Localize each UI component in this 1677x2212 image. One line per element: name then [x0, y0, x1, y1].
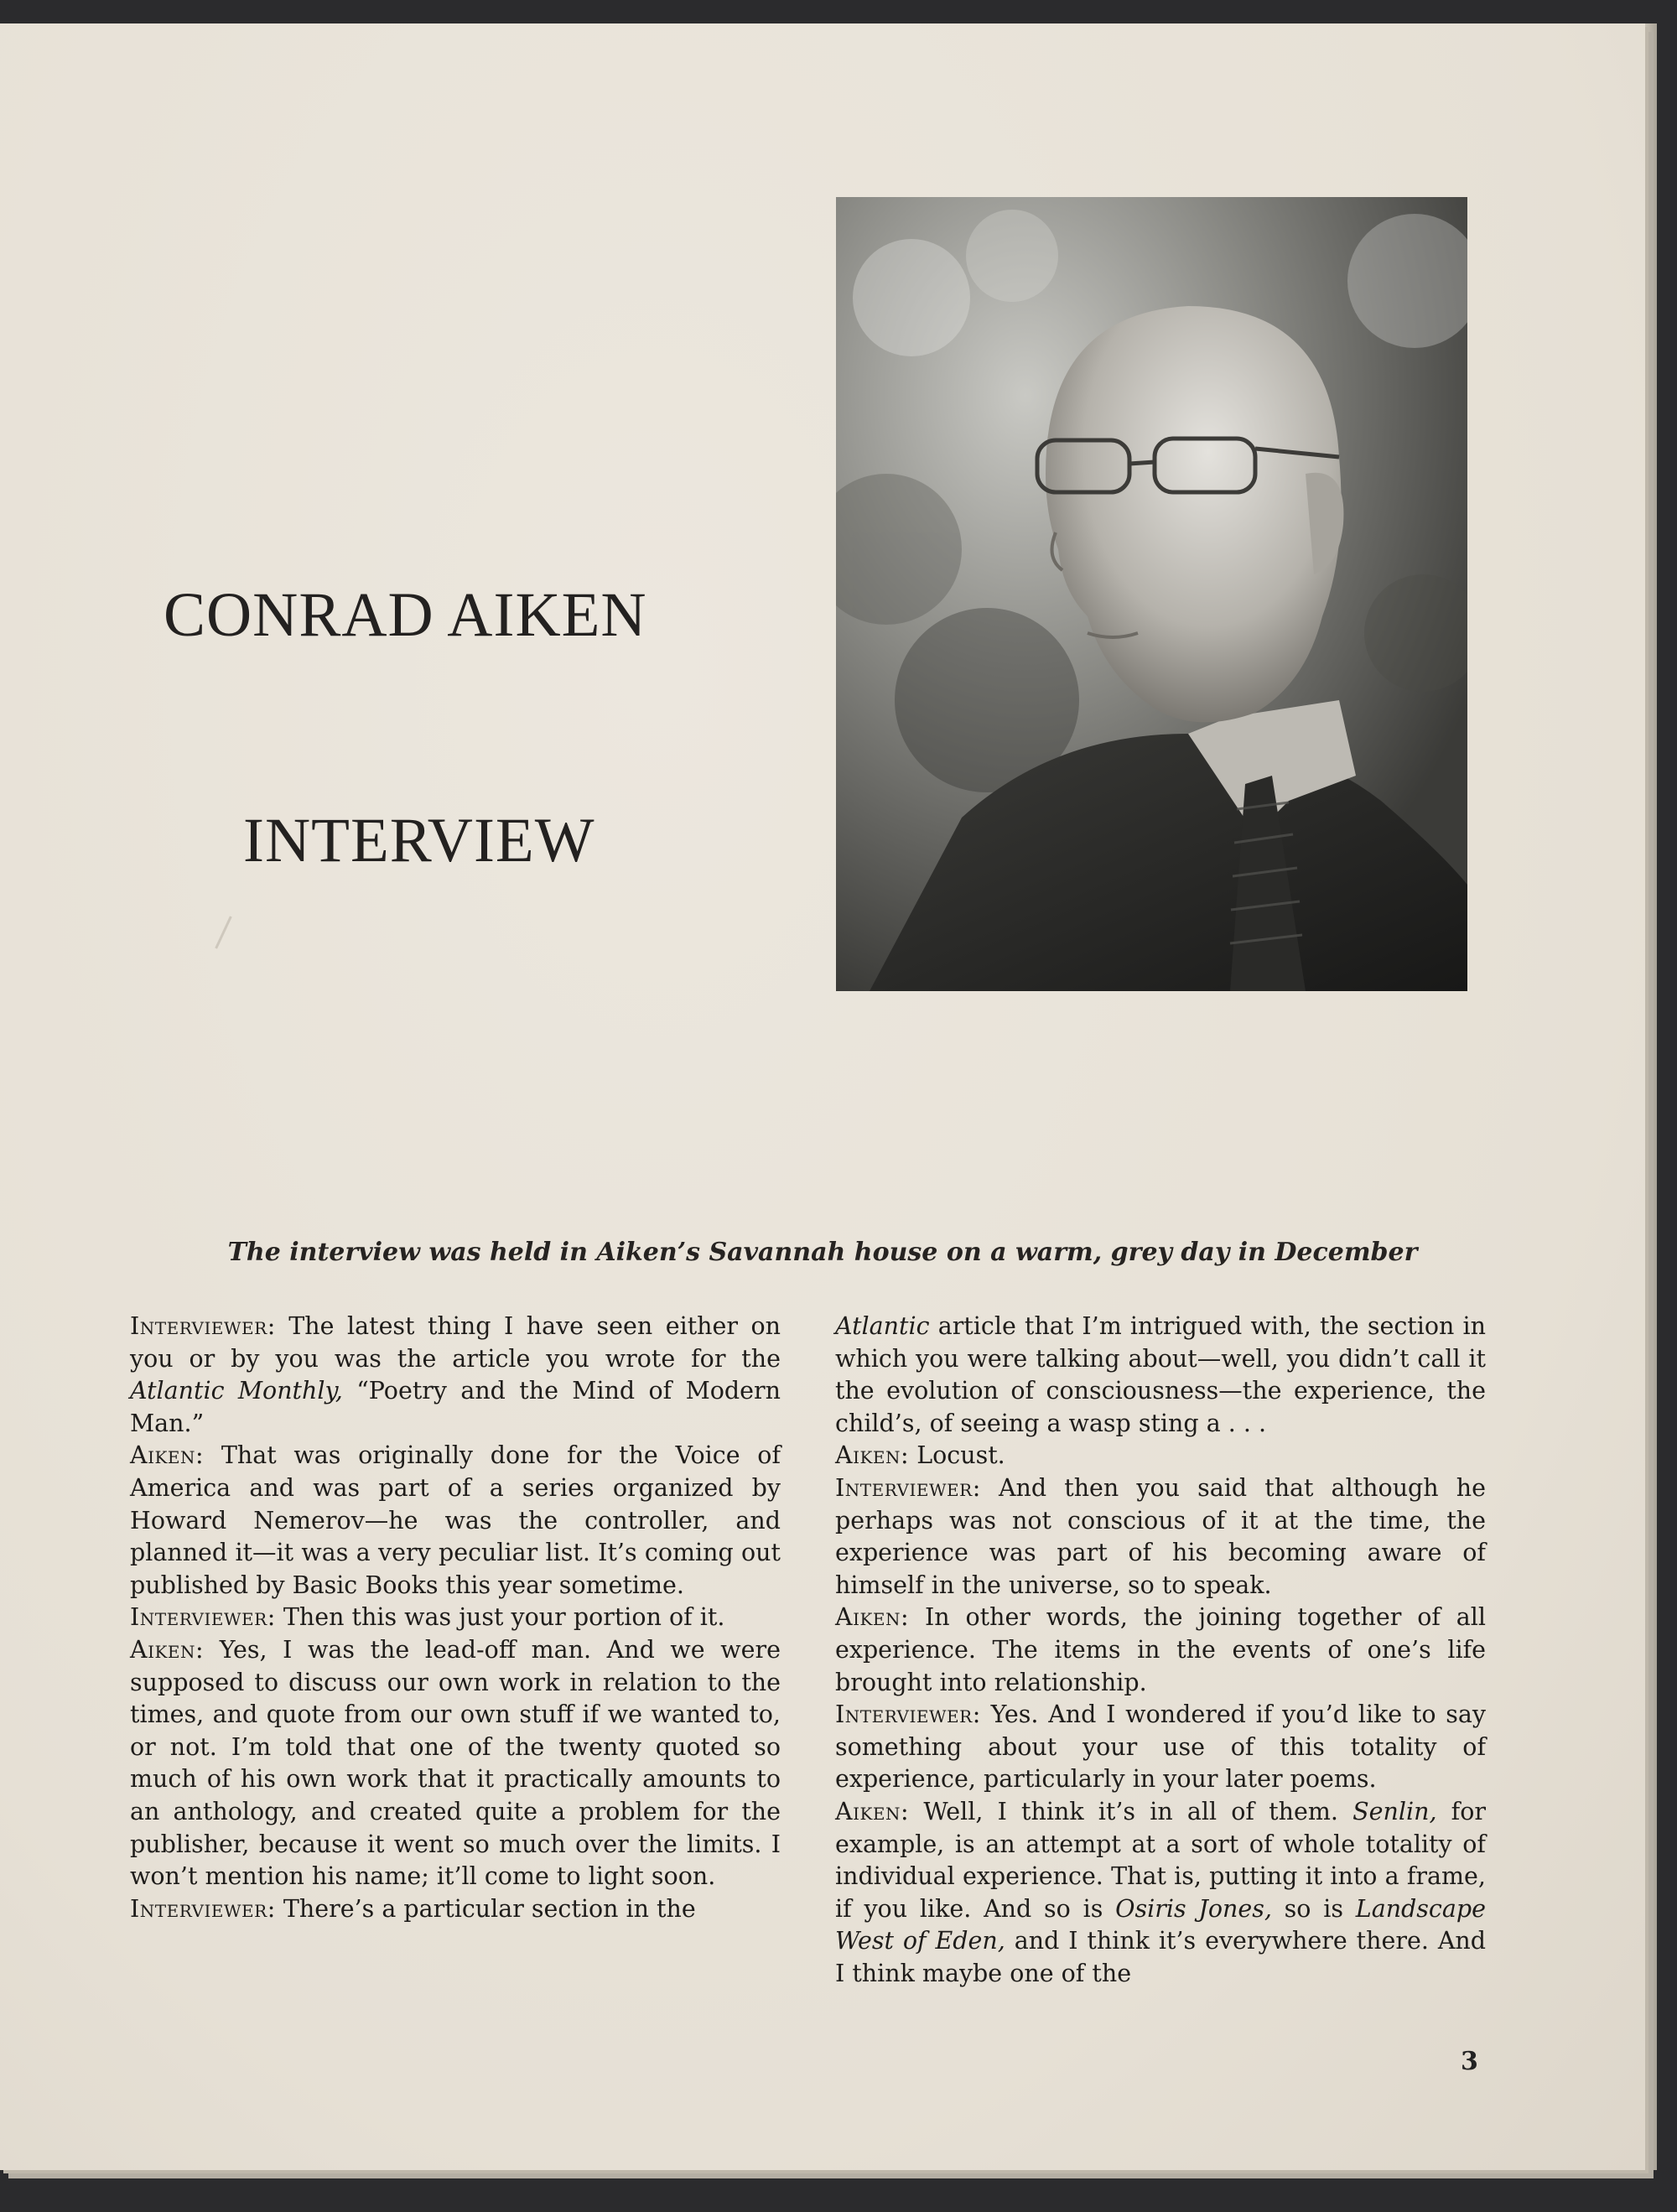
paragraph-text: Well, I think it’s in all of them. — [909, 1797, 1353, 1825]
speaker-label: Interviewer: — [130, 1603, 276, 1632]
paragraph-aiken — [130, 1634, 781, 1893]
paragraph-text: In other words, the joining together of all experience. The items in the events of one’s life brought into relationship. — [835, 1603, 1486, 1696]
poem-title: Landscape West of Eden, — [835, 1894, 1486, 1955]
paragraph-interviewer — [130, 1311, 781, 1440]
portrait-photo-icon — [836, 197, 1467, 991]
paragraph-aiken — [130, 1440, 781, 1602]
portrait-photo — [836, 197, 1467, 991]
paragraph-text: That was originally done for the Voice of America and was part of a series organized by Howard Nemerov—he was the controller, and planned it—it was a very peculiar list. It’s coming out published by Basic Books this year sometime. — [130, 1441, 781, 1599]
speaker-label: Interviewer: — [130, 1894, 276, 1923]
paragraph-interviewer — [835, 1699, 1486, 1796]
page-number: 3 — [1461, 2047, 1478, 2076]
magazine-page — [0, 23, 1645, 2170]
paragraph-text: “Poetry and the Mind of Modern Man.” — [130, 1377, 781, 1437]
article-column-right — [835, 1311, 1486, 1990]
speaker-label: Interviewer: — [130, 1312, 276, 1340]
paragraph-text: and I think it’s everywhere there. And I think maybe one of the — [835, 1927, 1486, 1987]
paragraph-text: article that I’m intrigued with, the section in which you were talking about—well, you didn’t call it the evolution of consciousness—the experience, the child’s, of seeing a wasp sting a . . . — [835, 1312, 1486, 1437]
paragraph-continued — [835, 1311, 1486, 1440]
speaker-label: Interviewer: — [835, 1701, 981, 1729]
speaker-label: Aiken: — [835, 1797, 910, 1825]
paragraph-text: There’s a particular section in the — [275, 1894, 696, 1923]
page-edge — [1645, 23, 1657, 2170]
title-line-interview: INTERVIEW — [243, 806, 595, 875]
paragraph-text: And then you said that although he perhaps was not conscious of it at the time, the experience was part of his becoming aware of himself in the universe, so to speak. — [835, 1473, 1486, 1599]
paragraph-interviewer — [835, 1472, 1486, 1602]
paragraph-text: Then this was just your portion of it. — [275, 1603, 725, 1632]
title-line-conrad-aiken: CONRAD AIKEN — [164, 580, 647, 650]
paragraph-text: Yes. And I wondered if you’d like to say something about your use of this totality of experience, particularly in your later poems. — [835, 1701, 1486, 1794]
speaker-label: Aiken: — [835, 1603, 910, 1632]
paragraph-text: Yes, I was the lead-off man. And we were supposed to discuss our own work in relation to the times, and quote from our own stuff if we wanted to, or not. I’m told that one of the twenty quoted so much of his own work that it practically amounts to an anthology, and created quite a problem for the publisher, because it went so much over the limits. I won’t mention his name; it’ll come to light soon. — [130, 1635, 781, 1891]
photo-caption: The interview was held in Aiken’s Savannah house on a warm, grey day in December — [227, 1238, 1418, 1267]
speaker-label: Aiken: — [835, 1441, 910, 1470]
publication-title: Atlantic Monthly, — [130, 1377, 343, 1405]
paragraph-text: so is — [1271, 1894, 1356, 1923]
paper-mark — [215, 916, 231, 948]
paragraph-aiken — [835, 1602, 1486, 1699]
article-column-left — [130, 1311, 781, 1925]
poem-title: Osiris Jones, — [1115, 1894, 1272, 1923]
publication-title: Atlantic — [835, 1312, 930, 1340]
paragraph-text: Locust. — [909, 1441, 1005, 1470]
paragraph-aiken — [835, 1440, 1486, 1472]
poem-title: Senlin, — [1353, 1797, 1437, 1825]
paragraph-interviewer — [130, 1893, 781, 1926]
paragraph-interviewer — [130, 1602, 781, 1634]
paragraph-text: for example, is an attempt at a sort of whole totality of individual experience. That is, putting it into a frame, if you like. And so is — [835, 1797, 1487, 1923]
paragraph-aiken — [835, 1796, 1486, 1991]
paragraph-text: The latest thing I have seen either on you or by you was the article you wrote for the — [130, 1312, 781, 1373]
speaker-label: Aiken: — [130, 1635, 205, 1664]
speaker-label: Aiken: — [130, 1441, 205, 1470]
speaker-label: Interviewer: — [835, 1473, 981, 1502]
